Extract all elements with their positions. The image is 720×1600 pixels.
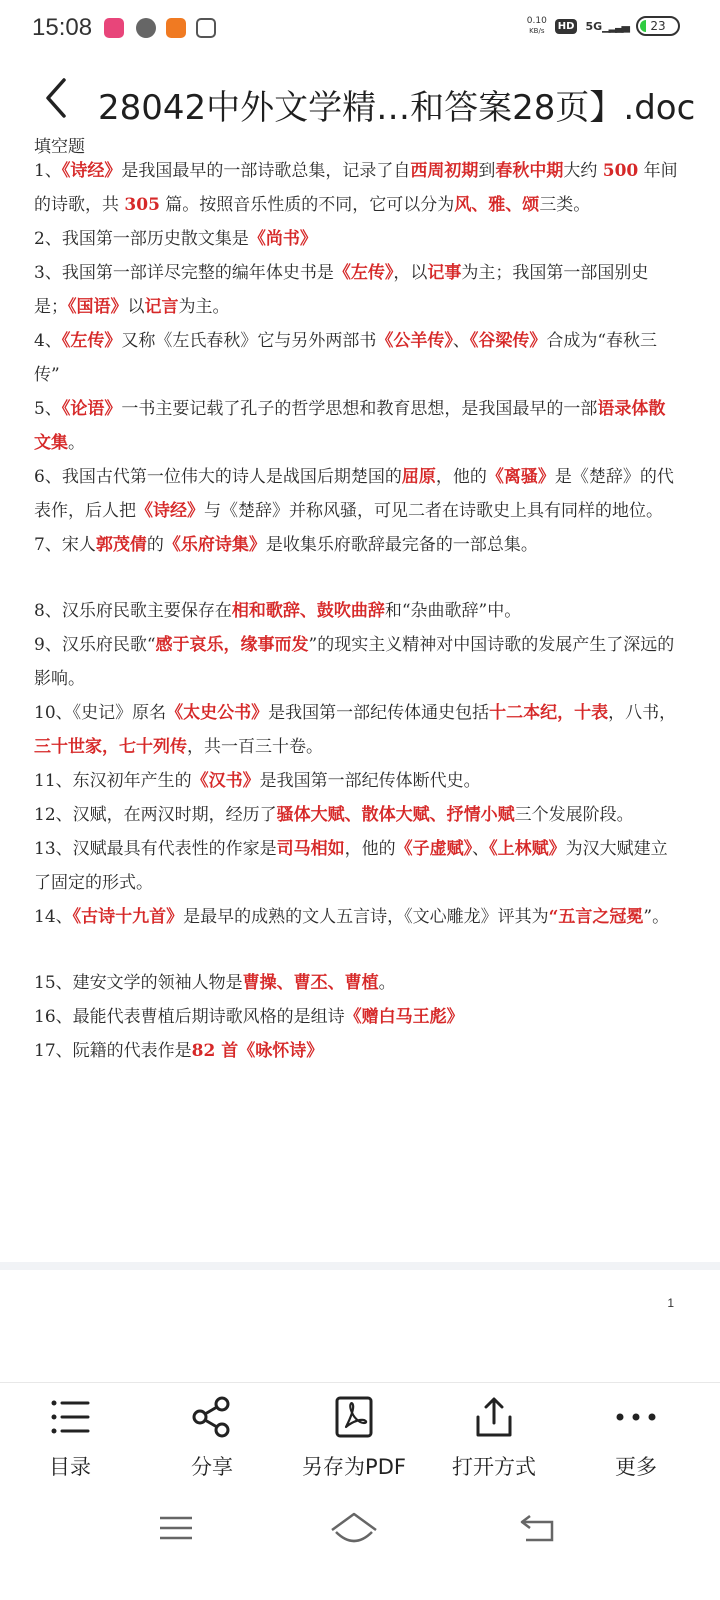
- question-item-14: [34, 832, 682, 900]
- answer-text: 500: [602, 161, 639, 181]
- question-text: 8、汉乐府民歌主要保存在: [34, 601, 232, 621]
- question-text: 是我国第一部纪传体断代史。: [259, 771, 481, 791]
- status-time: 15:08: [32, 14, 93, 41]
- answer-text: 记事: [427, 263, 462, 283]
- question-text: 合成为“春秋三传”: [34, 331, 658, 385]
- blank-line: [34, 562, 682, 594]
- document-title: 28042中外文学精…和答案28页】.doc: [98, 88, 696, 128]
- question-text: 篇。按照音乐性质的不同，它可以分为: [159, 195, 455, 215]
- answer-text: “五言之冠冕: [548, 907, 644, 927]
- home-icon: [330, 1510, 378, 1546]
- question-item-12: [34, 764, 682, 798]
- answer-text: 三十世家，七十列传: [34, 737, 187, 757]
- question-text: 和“杂曲歌辞”中。: [384, 601, 522, 621]
- question-text: ，以: [393, 263, 428, 283]
- nav-back-button[interactable]: [518, 1510, 558, 1550]
- question-item-9: [34, 594, 682, 628]
- status-bar: [0, 0, 720, 56]
- question-text: 4、: [34, 331, 62, 351]
- question-text: 、: [472, 839, 490, 859]
- question-text: 12、汉赋，在两汉时期，经历了: [34, 805, 277, 825]
- share-label: 分享: [191, 1455, 233, 1479]
- answer-text: 郭茂倩: [95, 535, 147, 555]
- question-text: 1、: [34, 161, 62, 181]
- question-text: 9、汉乐府民歌“: [34, 635, 156, 655]
- question-item-5: [34, 392, 682, 460]
- answer-text: 屈原: [401, 467, 436, 487]
- pdf-icon: [332, 1395, 376, 1439]
- question-item-19: [34, 1034, 682, 1068]
- question-text: 。: [68, 433, 85, 453]
- message-icon: [136, 18, 156, 38]
- share-button[interactable]: [142, 1391, 282, 1481]
- question-text: 11、东汉初年产生的: [34, 771, 192, 791]
- question-text: 是我国第一部纪传体通史包括: [268, 703, 490, 723]
- notification-app-icon: [104, 18, 124, 38]
- save-pdf-button[interactable]: [284, 1391, 424, 1481]
- question-text: 是我国最早的一部诗歌总集，记录了自: [121, 161, 411, 181]
- question-text: ，共一百三十卷。: [187, 737, 323, 757]
- question-text: 10、《史记》原名: [34, 703, 167, 723]
- answer-text: 曹操、曹丕、曹植: [242, 973, 379, 993]
- question-text: 13、汉赋最具有代表性的作家是: [34, 839, 277, 859]
- question-item-3: [34, 256, 682, 324]
- export-icon: [472, 1395, 516, 1439]
- hd-icon: HD: [555, 19, 578, 34]
- answer-text: 感于哀乐，缘事而发: [155, 635, 309, 655]
- answer-text: 《汉书》: [191, 771, 260, 791]
- chevron-left-icon: [38, 76, 78, 120]
- question-item-7: [34, 528, 682, 562]
- question-item-15: [34, 900, 682, 934]
- question-text: 7、宋人: [34, 535, 96, 555]
- battery-icon: 23: [636, 16, 680, 36]
- bottom-toolbar: [0, 1382, 720, 1493]
- answer-text: 《谷梁传》: [469, 331, 547, 351]
- question-text: ”。: [643, 907, 670, 927]
- question-text: 是《楚辞》的代表作，后人把: [34, 467, 674, 521]
- answer-text: 《国语》: [68, 297, 128, 317]
- page-number: 1: [667, 1296, 674, 1310]
- more-button[interactable]: [566, 1391, 706, 1481]
- question-text: 是最早的成熟的文人五言诗，《文心雕龙》评其为: [183, 907, 549, 927]
- answer-text: 82 首《咏怀诗》: [191, 1041, 324, 1061]
- question-text: 为主；我国第一部国别史是；: [34, 263, 649, 317]
- document-content: [34, 130, 682, 1068]
- answer-text: 《诗经》: [136, 501, 204, 521]
- answer-text: 风、雅、颂: [454, 195, 540, 215]
- answer-text: 305: [124, 195, 160, 215]
- question-text: 17、阮籍的代表作是: [34, 1041, 192, 1061]
- question-text: 三个发展阶段。: [514, 805, 634, 825]
- question-text: 为主。: [178, 297, 230, 317]
- back-arrow-icon: [518, 1510, 558, 1546]
- question-text: 、: [452, 331, 470, 351]
- open-with-label: 打开方式: [452, 1455, 536, 1479]
- question-item-13: [34, 798, 682, 832]
- open-with-button[interactable]: [424, 1391, 564, 1481]
- catalog-label: 目录: [49, 1455, 91, 1479]
- save-pdf-label: 另存为PDF: [302, 1455, 406, 1479]
- question-text: 16、最能代表曹植后期诗歌风格的是组诗: [34, 1007, 345, 1027]
- question-text: 。: [378, 973, 396, 993]
- question-text: 3、我国第一部详尽完整的编年体史书是: [34, 263, 334, 283]
- question-item-18: [34, 1000, 682, 1034]
- answer-text: 十二本纪，十表: [489, 703, 609, 723]
- answer-text: 《左传》: [333, 263, 394, 283]
- question-text: 三类。: [539, 195, 591, 215]
- answer-text: 《赠白马王彪》: [344, 1007, 464, 1027]
- answer-text: 《古诗十九首》: [72, 907, 184, 927]
- back-button[interactable]: [38, 76, 78, 120]
- question-text: 2、我国第一部历史散文集是: [34, 229, 249, 249]
- answer-text: 骚体大赋、散体大赋、抒情小赋: [276, 805, 515, 825]
- mail-icon: [196, 18, 216, 38]
- question-item-1: [34, 154, 682, 222]
- answer-text: 《左传》: [61, 331, 122, 351]
- question-item-11: [34, 696, 682, 764]
- question-item-10: [34, 628, 682, 696]
- answer-text: 《上林赋》: [489, 839, 566, 859]
- answer-text: 《论语》: [61, 399, 122, 419]
- answer-text: 春秋中期: [495, 161, 564, 181]
- section-heading-cutoff: 填空题: [34, 137, 85, 157]
- answer-text: 《公羊传》: [376, 331, 453, 351]
- question-text: 又称《左氏春秋》它与另外两部书: [121, 331, 377, 351]
- question-text: 年间的诗歌，共: [34, 161, 678, 215]
- answer-text: 《诗经》: [61, 161, 122, 181]
- page-divider: [0, 1262, 720, 1270]
- more-dots-icon: [614, 1395, 658, 1439]
- blank-line: [34, 934, 682, 966]
- question-text: 为汉大赋建立了固定的形式。: [34, 839, 668, 893]
- answer-text: 记言: [144, 297, 179, 317]
- answer-text: 《太史公书》: [166, 703, 269, 723]
- answer-text: 《乐府诗集》: [163, 535, 266, 555]
- question-text: 是收集乐府歌辞最完备的一部总集。: [265, 535, 538, 555]
- notification-orange-icon: [166, 18, 186, 38]
- question-text: 到: [478, 161, 496, 181]
- question-text: ”的现实主义精神对中国诗歌的发展产生了深远的影响。: [34, 635, 675, 689]
- question-item-2: [34, 222, 682, 256]
- question-text: 5、: [34, 399, 62, 419]
- network-speed: 0.10 KB/s: [526, 16, 547, 35]
- menu-icon: [158, 1510, 194, 1546]
- list-icon: [48, 1395, 92, 1439]
- more-label: 更多: [615, 1455, 657, 1479]
- question-text: 14、: [34, 907, 73, 927]
- question-text: 15、建安文学的领袖人物是: [34, 973, 243, 993]
- question-item-6: [34, 460, 682, 528]
- answer-text: 西周初期: [410, 161, 479, 181]
- nav-menu-button[interactable]: [158, 1510, 194, 1550]
- question-text: 大约: [563, 161, 603, 181]
- signal-icon: 5G▁▂▃▄: [585, 19, 628, 33]
- nav-home-button[interactable]: [330, 1510, 378, 1550]
- question-text: 的: [146, 535, 164, 555]
- question-item-4: [34, 324, 682, 392]
- answer-text: 《尚书》: [248, 229, 317, 249]
- system-nav-bar: [0, 1496, 720, 1600]
- share-icon: [190, 1395, 234, 1439]
- question-text: ，他的: [344, 839, 396, 859]
- question-text: 6、我国古代第一位伟大的诗人是战国后期楚国的: [34, 467, 402, 487]
- question-text: ，他的: [435, 467, 487, 487]
- catalog-button[interactable]: [0, 1391, 140, 1481]
- answer-text: 司马相如: [276, 839, 345, 859]
- document-viewer[interactable]: [0, 137, 720, 1310]
- question-text: 以: [127, 297, 145, 317]
- question-item-17: [34, 966, 682, 1000]
- answer-text: 语录体散文集: [34, 399, 666, 453]
- answer-text: 《子虚赋》: [395, 839, 473, 859]
- question-text: ，八书，: [608, 703, 677, 723]
- answer-text: 《离骚》: [486, 467, 555, 487]
- answer-text: 相和歌辞、鼓吹曲辞: [231, 601, 385, 621]
- question-text: 一书主要记载了孔子的哲学思想和教育思想，是我国最早的一部: [121, 399, 598, 419]
- question-text: 与《楚辞》并称风骚，可见二者在诗歌史上具有同样的地位。: [204, 501, 663, 521]
